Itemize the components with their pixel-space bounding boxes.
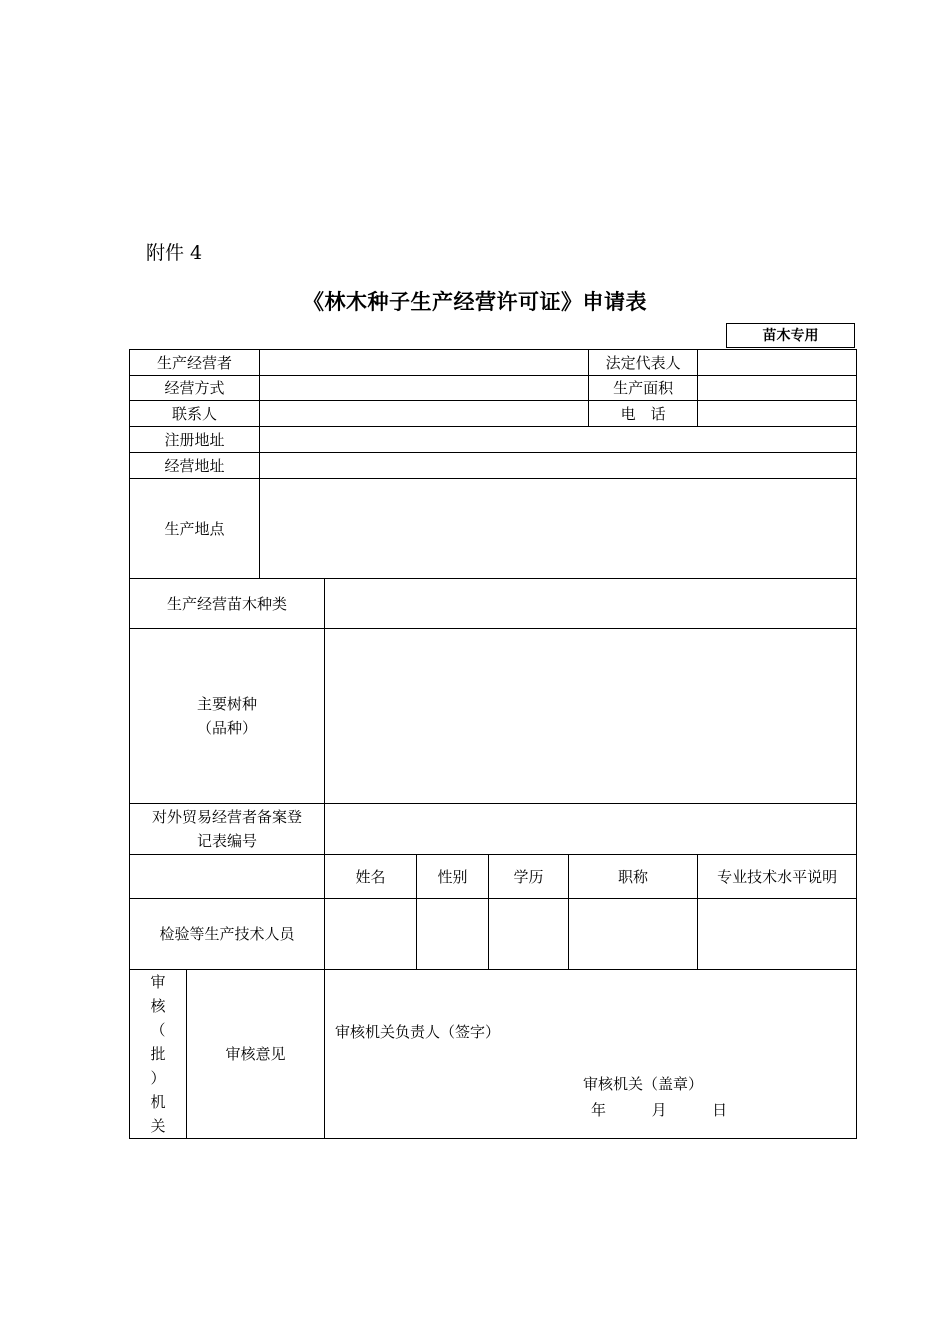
row-site	[130, 479, 857, 579]
row-staff-header	[130, 855, 857, 899]
species-label-line1: 主要树种	[197, 695, 258, 713]
biz-address-label: 经营地址	[130, 453, 260, 479]
staff-header-gender: 性别	[417, 855, 489, 899]
date-day: 日	[712, 1101, 728, 1119]
species-field[interactable]	[325, 629, 857, 804]
contact-field[interactable]	[260, 401, 589, 427]
row-seedling-type	[130, 579, 857, 629]
staff-header-skill: 专业技术水平说明	[698, 855, 857, 899]
row-producer	[130, 350, 857, 376]
producer-field[interactable]	[260, 350, 589, 376]
site-field[interactable]	[260, 479, 857, 579]
staff-header-name: 姓名	[325, 855, 417, 899]
authority-char-1: 审	[150, 973, 166, 991]
staff-header-title: 职称	[569, 855, 698, 899]
row-mode	[130, 376, 857, 401]
phone-label: 电 话	[589, 401, 698, 427]
form-title: 《林木种子生产经营许可证》申请表	[303, 290, 647, 314]
staff-skill-field[interactable]	[698, 899, 857, 970]
authority-char-6: 机	[150, 1093, 166, 1111]
trade-field[interactable]	[325, 804, 857, 855]
authority-vertical-label	[130, 970, 187, 1139]
date-year: 年	[591, 1101, 607, 1119]
staff-label: 检验等生产技术人员	[130, 899, 325, 970]
area-label: 生产面积	[589, 376, 698, 401]
authority-char-2: 核	[150, 997, 166, 1015]
staff-header-blank	[130, 855, 325, 899]
mode-field[interactable]	[260, 376, 589, 401]
row-reg-address	[130, 427, 857, 453]
staff-header-education: 学历	[489, 855, 569, 899]
application-form-table	[129, 349, 857, 1139]
row-staff	[130, 899, 857, 970]
row-contact	[130, 401, 857, 427]
species-label-line2: （品种）	[197, 719, 258, 737]
seedling-type-label: 生产经营苗木种类	[130, 579, 325, 629]
seedling-badge: 苗木专用	[726, 323, 855, 348]
contact-label: 联系人	[130, 401, 260, 427]
phone-field[interactable]	[698, 401, 857, 427]
mode-label: 经营方式	[130, 376, 260, 401]
authority-char-5: ）	[150, 1069, 166, 1087]
seal-label: 审核机关（盖章）	[583, 1075, 704, 1093]
reg-address-field[interactable]	[260, 427, 857, 453]
review-label: 审核意见	[187, 970, 325, 1139]
authority-char-4: 批	[150, 1045, 166, 1063]
trade-label-line1: 对外贸易经营者备案登	[152, 808, 303, 826]
row-trade	[130, 804, 857, 855]
reg-address-label: 注册地址	[130, 427, 260, 453]
species-label	[130, 629, 325, 804]
review-field[interactable]	[325, 970, 857, 1139]
trade-label	[130, 804, 325, 855]
row-review	[130, 970, 857, 1139]
site-label: 生产地点	[130, 479, 260, 579]
signer-label: 审核机关负责人（签字）	[335, 1023, 501, 1041]
review-date	[591, 1098, 727, 1122]
staff-title-field[interactable]	[569, 899, 698, 970]
staff-gender-field[interactable]	[417, 899, 489, 970]
authority-char-7: 关	[150, 1117, 166, 1135]
seedling-type-field[interactable]	[325, 579, 857, 629]
trade-label-line2: 记表编号	[197, 832, 258, 850]
staff-name-field[interactable]	[325, 899, 417, 970]
row-biz-address	[130, 453, 857, 479]
authority-char-3: （	[150, 1021, 166, 1039]
attachment-label: 附件 4	[146, 242, 203, 264]
date-month: 月	[651, 1101, 667, 1119]
legal-rep-field[interactable]	[698, 350, 857, 376]
producer-label: 生产经营者	[130, 350, 260, 376]
row-species	[130, 629, 857, 804]
area-field[interactable]	[698, 376, 857, 401]
biz-address-field[interactable]	[260, 453, 857, 479]
legal-rep-label: 法定代表人	[589, 350, 698, 376]
staff-education-field[interactable]	[489, 899, 569, 970]
